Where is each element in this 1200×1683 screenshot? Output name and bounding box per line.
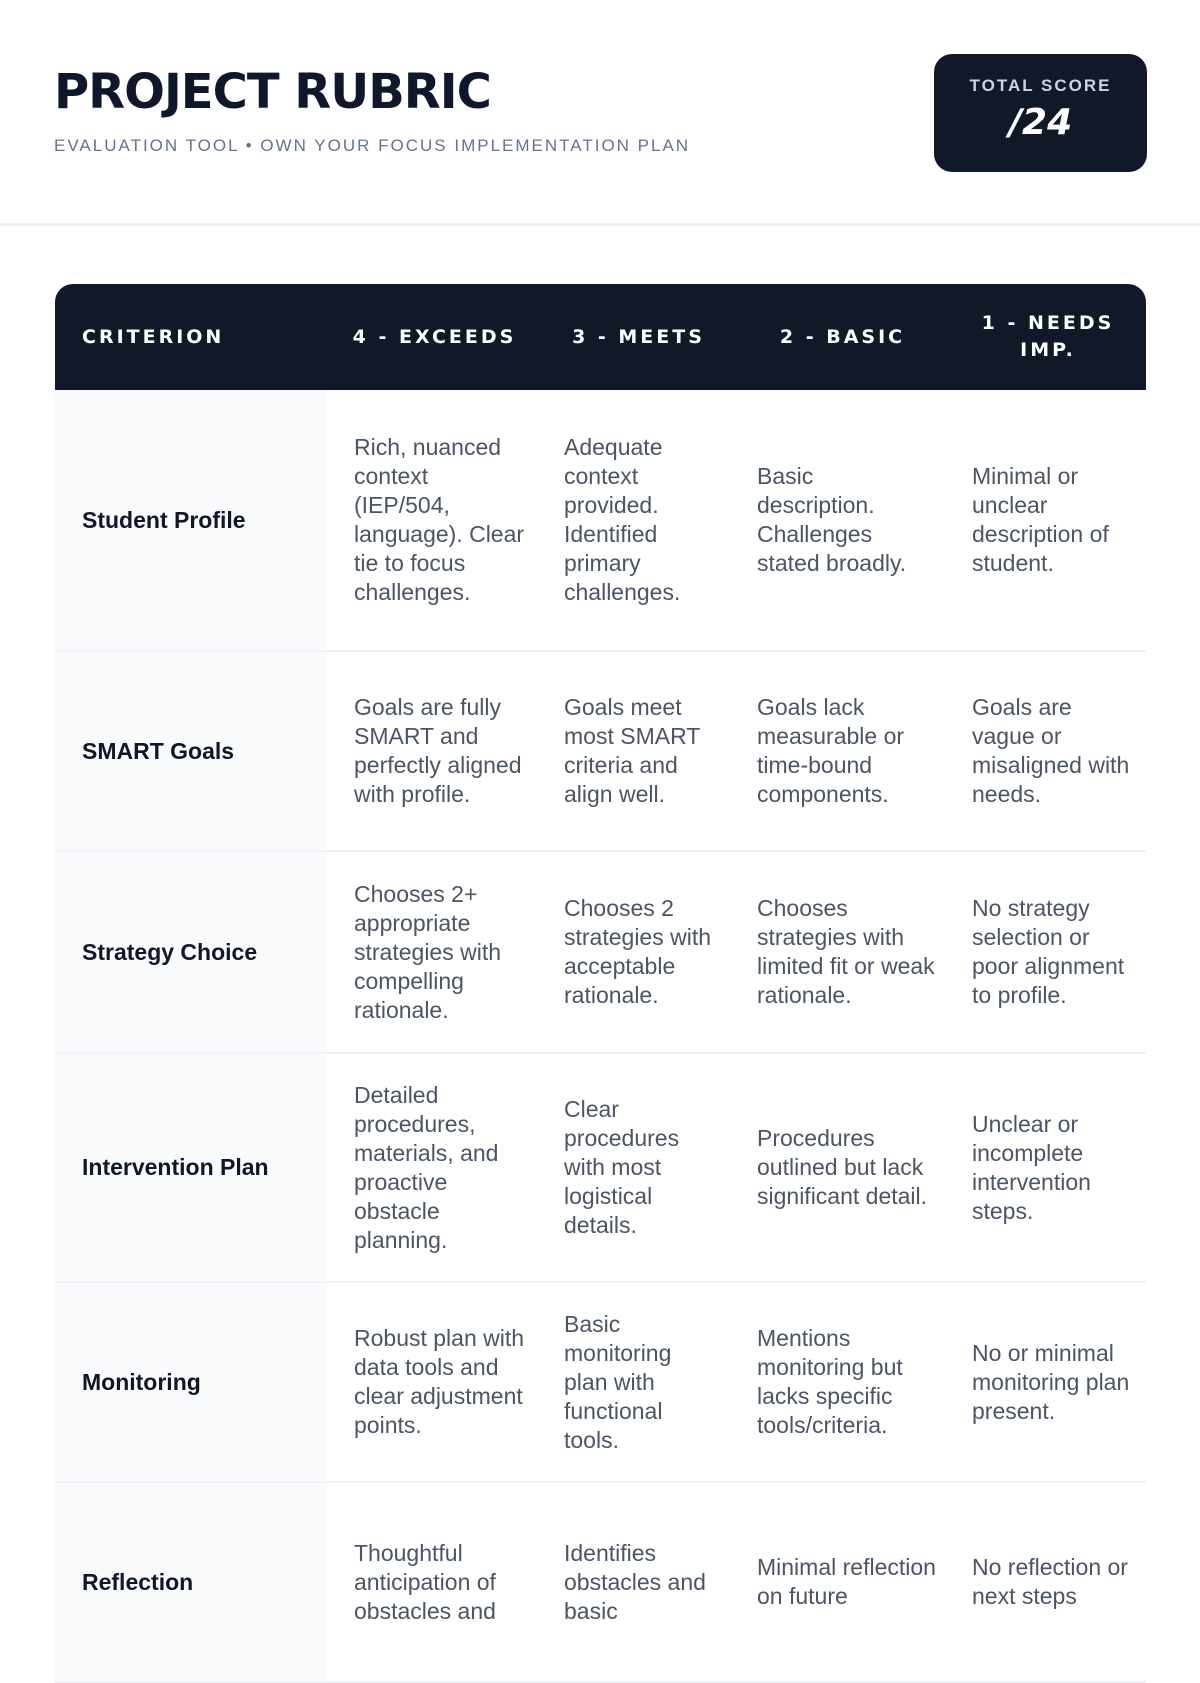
table-row <box>55 1483 1146 1683</box>
criterion-intervention-plan: Intervention Plan <box>55 1054 327 1281</box>
rubric-cell-basic: Chooses strategies with limited fit or weak rationale. <box>757 895 935 1008</box>
rubric-cell-meets: Adequate context provided. Identified primary challenges. <box>564 434 681 605</box>
rubric-cell-exceeds: Rich, nuanced context (IEP/504, language). Clear tie to focus challenges. <box>354 434 525 605</box>
table-row <box>55 390 1146 652</box>
page-title: PROJECT RUBRIC <box>54 64 491 120</box>
rubric-cell-meets: Clear procedures with most logistical details. <box>564 1096 680 1238</box>
rubric-cell-needs-improvement: Goals are vague or misaligned with needs. <box>972 694 1130 807</box>
column-header-basic: 2 - BASIC <box>779 325 906 348</box>
table-row <box>55 852 1146 1054</box>
column-header-needs-improvement: 1 - NEEDS IMP. <box>981 312 1115 361</box>
rubric-cell-basic: Mentions monitoring but lacks specific tools/criteria. <box>757 1325 903 1438</box>
rubric-cell-exceeds: Goals are fully SMART and perfectly aligned with profile. <box>354 694 522 807</box>
rubric-cell-meets: Chooses 2 strategies with acceptable rationale. <box>564 895 712 1008</box>
criterion-reflection: Reflection <box>55 1483 327 1681</box>
rubric-cell-basic: Procedures outlined but lack significant detail. <box>757 1125 928 1209</box>
rubric-cell-meets: Goals meet most SMART criteria and align well. <box>564 694 700 807</box>
rubric-cell-basic: Goals lack measurable or time-bound components. <box>757 694 905 807</box>
rubric-cell-needs-improvement: No strategy selection or poor alignment to profile. <box>972 895 1125 1008</box>
rubric-cell-meets: Basic monitoring plan with functional tools. <box>564 1310 672 1453</box>
rubric-cell-needs-improvement: Unclear or incomplete intervention steps. <box>972 1110 1091 1224</box>
column-header-meets: 3 - MEETS <box>572 325 705 348</box>
table-row <box>55 1054 1146 1283</box>
page-header <box>0 0 1200 226</box>
rubric-cell-basic: Basic description. Challenges stated broadly. <box>757 463 907 576</box>
total-score-card <box>934 54 1147 172</box>
rubric-cell-needs-improvement: Minimal or unclear description of student. <box>972 463 1109 576</box>
rubric-cell-exceeds: Thoughtful anticipation of obstacles and <box>354 1539 496 1624</box>
rubric-header-row <box>55 284 1146 390</box>
column-header-exceeds: 4 - EXCEEDS <box>352 325 517 348</box>
criterion-monitoring: Monitoring <box>55 1283 327 1481</box>
rubric-cell-exceeds: Chooses 2+ appropriate strategies with compelling rationale. <box>354 880 502 1023</box>
column-header-criterion: CRITERION <box>82 325 225 348</box>
criterion-student-profile: Student Profile <box>55 390 327 650</box>
rubric-cell-meets: Identifies obstacles and basic <box>564 1539 706 1624</box>
rubric-cell-needs-improvement: No reflection or next steps <box>972 1554 1128 1609</box>
page-subtitle: EVALUATION TOOL • OWN YOUR FOCUS IMPLEMENTATION PLAN <box>54 136 691 155</box>
total-score-value: /24 <box>1008 102 1073 143</box>
total-score-label: TOTAL SCORE <box>969 76 1112 95</box>
rubric-cell-exceeds: Robust plan with data tools and clear adjustment points. <box>354 1325 525 1438</box>
rubric-cell-basic: Minimal reflection on future <box>757 1554 936 1609</box>
table-row <box>55 652 1146 852</box>
table-row <box>55 1283 1146 1483</box>
criterion-smart-goals: SMART Goals <box>55 652 327 850</box>
rubric-cell-exceeds: Detailed procedures, materials, and proactive obstacle planning. <box>354 1081 499 1253</box>
rubric-cell-needs-improvement: No or minimal monitoring plan present. <box>972 1339 1130 1424</box>
rubric-table <box>55 284 1146 1683</box>
criterion-strategy-choice: Strategy Choice <box>55 852 327 1052</box>
